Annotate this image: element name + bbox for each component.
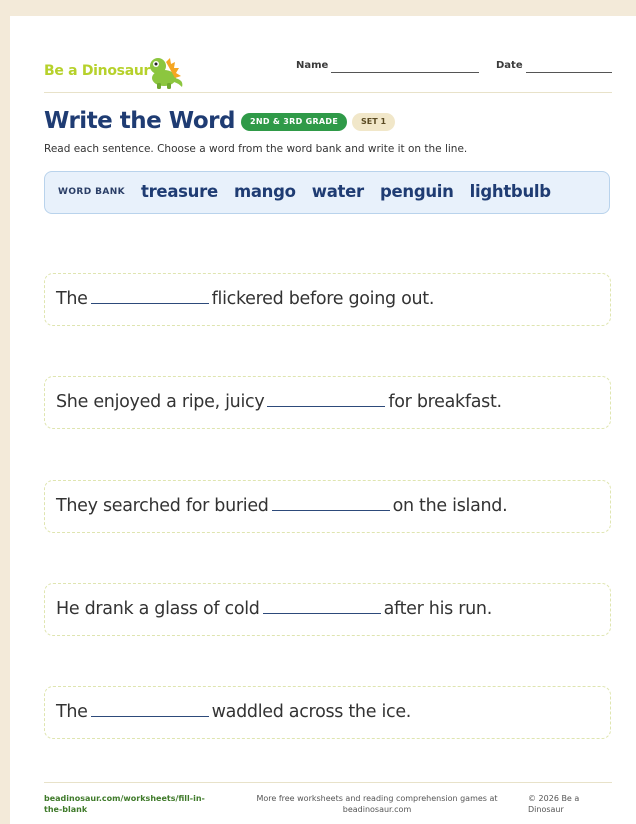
worksheet-header <box>44 44 612 93</box>
answer-blank[interactable] <box>91 288 209 304</box>
grade-badge: 2ND & 3RD GRADE <box>241 113 347 131</box>
answer-blank[interactable] <box>267 391 385 407</box>
word-bank-word: water <box>311 182 364 201</box>
date-label: Date <box>496 60 523 71</box>
word-bank-word: treasure <box>141 182 218 201</box>
set-badge: SET 1 <box>352 113 395 131</box>
date-field[interactable] <box>526 72 612 73</box>
sentence-text-after: on the island. <box>392 496 508 516</box>
sentence-text-before: The <box>56 702 88 722</box>
sentence-2 <box>44 376 611 429</box>
answer-blank[interactable] <box>263 598 381 614</box>
sentence-4 <box>44 583 611 636</box>
worksheet-footer <box>44 782 612 823</box>
sentence-text-after: for breakfast. <box>388 392 502 412</box>
word-bank <box>44 171 610 214</box>
footer-url-link[interactable]: beadinosaur.com/worksheets/fill-in-the-blank <box>44 794 205 814</box>
footer-copyright: © 2026 Be a Dinosaur <box>528 794 580 814</box>
dinosaur-icon <box>144 54 186 90</box>
instructions: Read each sentence. Choose a word from the word bank and write it on the line. <box>44 143 468 155</box>
logo[interactable] <box>44 54 194 88</box>
sentence-text-after: waddled across the ice. <box>211 702 412 722</box>
word-bank-word: penguin <box>379 182 454 201</box>
title-row <box>44 108 604 138</box>
sentence-text-before: The <box>56 289 88 309</box>
sentence-text-before: They searched for buried <box>56 496 269 516</box>
word-bank-word: mango <box>233 182 296 201</box>
name-label: Name <box>296 60 329 71</box>
answer-blank[interactable] <box>91 701 209 717</box>
word-bank-words <box>141 182 562 201</box>
logo-text: Be a Dinosaur <box>44 63 151 79</box>
worksheet-page <box>10 16 636 824</box>
footer-promo: More free worksheets and reading comprehension games at beadinosaur.com <box>256 794 498 814</box>
sentence-1 <box>44 273 611 326</box>
name-field[interactable] <box>331 72 479 73</box>
sentence-5 <box>44 686 611 739</box>
sentence-3 <box>44 480 611 533</box>
page-title: Write the Word <box>44 108 235 134</box>
sentence-text-before: She enjoyed a ripe, juicy <box>56 392 265 412</box>
sentence-text-before: He drank a glass of cold <box>56 599 260 619</box>
sentence-text-after: after his run. <box>383 599 492 619</box>
word-bank-label: WORD BANK <box>58 187 126 197</box>
answer-blank[interactable] <box>272 495 390 511</box>
sentence-text-after: flickered before going out. <box>211 289 435 309</box>
word-bank-word: lightbulb <box>469 182 551 201</box>
